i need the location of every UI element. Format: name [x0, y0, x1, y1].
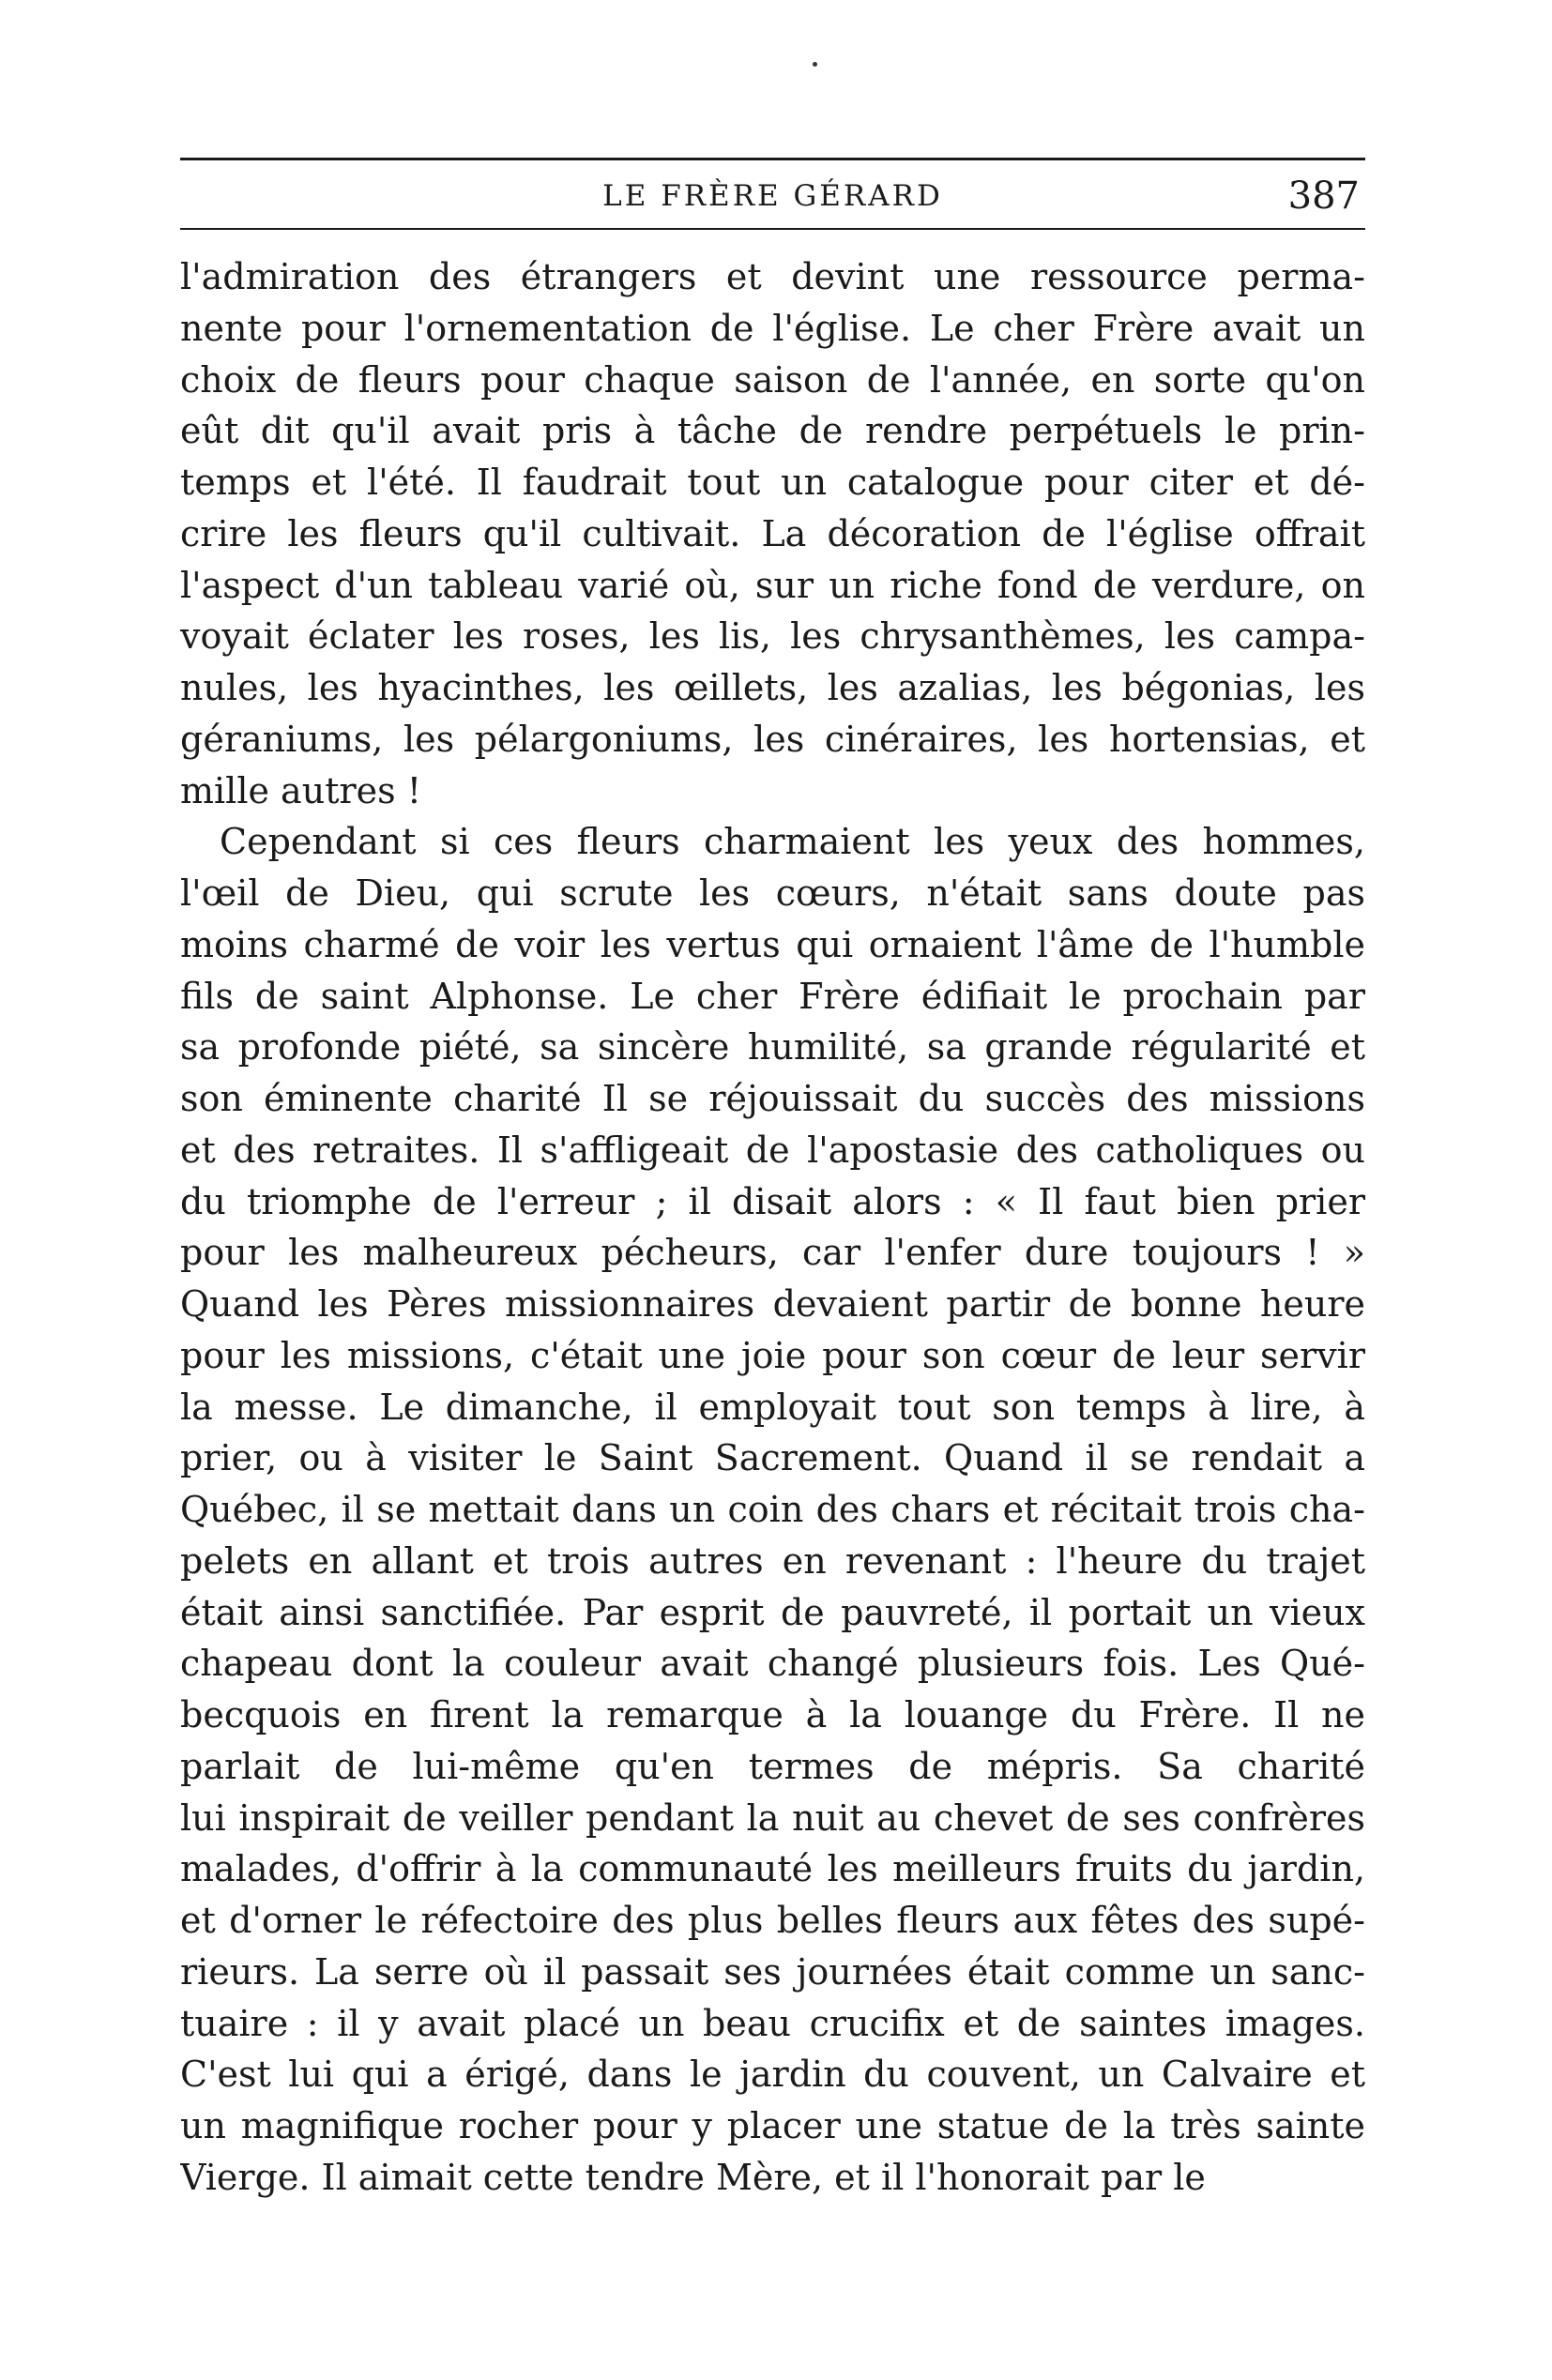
text-line: fils de saint Alphonse. Le cher Frère édifiait le prochain par — [180, 975, 1365, 1017]
text-line: voyait éclater les roses, les lis, les chrysanthèmes, les campa- — [180, 615, 1365, 658]
text-line: crire les fleurs qu'il cultivait. La décoration de l'église offrait — [180, 512, 1365, 554]
text-line: et des retraites. Il s'affligeait de l'apostasie des catholiques ou — [180, 1129, 1365, 1171]
text-line: son éminente charité Il se réjouissait du succès des missions — [180, 1078, 1365, 1119]
ink-speck — [813, 62, 817, 67]
text-line: parlait de lui-même qu'en termes de mépris. Sa charité — [180, 1745, 1365, 1787]
text-line: pelets en allant et trois autres en revenant : l'heure du trajet — [180, 1539, 1365, 1582]
text-line: Vierge. Il aimait cette tendre Mère, et il l'honorait par le — [180, 2156, 1206, 2198]
text-line: prier, ou à visiter le Saint Sacrement. Quand il se rendait a — [180, 1437, 1365, 1479]
text-line: nules, les hyacinthes, les œillets, les azalias, les bégonias, les — [180, 667, 1365, 708]
text-line: géraniums, les pélargoniums, les cinéraires, les hortensias, et — [180, 718, 1365, 760]
text-line: tuaire : il y avait placé un beau crucifix et de saintes images. — [180, 2002, 1365, 2044]
text-line: malades, d'offrir à la communauté les meilleurs fruits du jardin, — [180, 1848, 1365, 1890]
text-line: Québec, il se mettait dans un coin des chars et récitait trois cha- — [180, 1489, 1365, 1530]
header-rule-top — [180, 158, 1365, 160]
text-line: l'admiration des étrangers et devint une ressource perma- — [180, 256, 1365, 297]
text-line: eût dit qu'il avait pris à tâche de rendre perpétuels le prin- — [180, 410, 1365, 452]
text-line: becquois en firent la remarque à la louange du Frère. Il ne — [180, 1694, 1365, 1736]
text-line: moins charmé de voir les vertus qui ornaient l'âme de l'humble — [180, 923, 1365, 965]
text-line: nente pour l'ornementation de l'église. Le cher Frère avait un — [180, 307, 1365, 349]
running-header — [180, 173, 1365, 220]
paragraph — [180, 251, 1365, 816]
text-line: pour les missions, c'était une joie pour son cœur de leur servir — [180, 1334, 1365, 1376]
text-line: sa profonde piété, sa sincère humilité, sa grande régularité et — [180, 1026, 1365, 1069]
text-line: choix de fleurs pour chaque saison de l'année, en sorte qu'on — [180, 358, 1365, 401]
text-line: l'œil de Dieu, qui scrute les cœurs, n'était sans doute pas — [180, 872, 1365, 914]
text-line: rieurs. La serre où il passait ses journées était comme un sanc- — [180, 1950, 1365, 1993]
text-line: Cependant si ces fleurs charmaient les yeux des hommes, — [220, 821, 1365, 863]
page-number: 387 — [1287, 174, 1360, 218]
text-line: pour les malheureux pécheurs, car l'enfer dure toujours ! » — [180, 1232, 1365, 1274]
text-line: temps et l'été. Il faudrait tout un catalogue pour citer et dé- — [180, 462, 1365, 503]
text-line: chapeau dont la couleur avait changé plusieurs fois. Les Qué- — [180, 1643, 1365, 1685]
paragraph — [180, 816, 1365, 2203]
text-line: C'est lui qui a érigé, dans le jardin du couvent, un Calvaire et — [180, 2054, 1365, 2096]
running-title: LE FRÈRE GÉRARD — [602, 179, 943, 213]
body-text — [180, 251, 1365, 2204]
text-line: l'aspect d'un tableau varié où, sur un riche fond de verdure, on — [180, 564, 1365, 606]
text-line: un magnifique rocher pour y placer une statue de la très sainte — [180, 2105, 1365, 2146]
text-line: était ainsi sanctifiée. Par esprit de pauvreté, il portait un vieux — [180, 1591, 1365, 1633]
text-line: et d'orner le réfectoire des plus belles fleurs aux fêtes des supé- — [180, 1900, 1365, 1941]
text-line: du triomphe de l'erreur ; il disait alors : « Il faut bien prier — [180, 1180, 1365, 1222]
text-line: la messe. Le dimanche, il employait tout son temps à lire, à — [180, 1386, 1365, 1428]
text-line: mille autres ! — [180, 769, 421, 811]
text-line: Quand les Pères missionnaires devaient partir de bonne heure — [180, 1283, 1365, 1325]
header-rule-bottom — [180, 228, 1365, 230]
text-line: lui inspirait de veiller pendant la nuit au chevet de ses confrères — [180, 1796, 1365, 1839]
